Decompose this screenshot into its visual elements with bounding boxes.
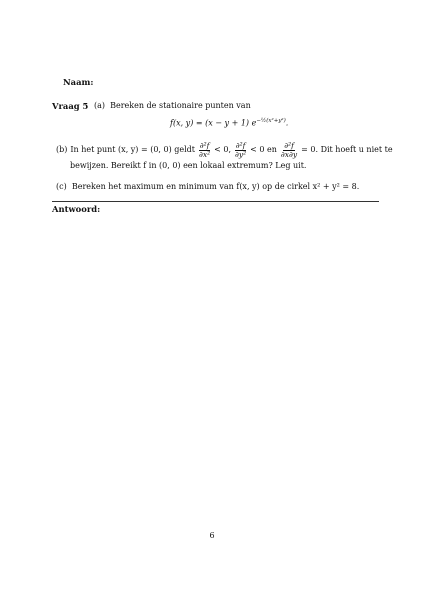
fraction-fxy-denominator: ∂x∂y bbox=[280, 149, 298, 159]
part-a-text: Bereken de stationaire punten van bbox=[110, 101, 251, 110]
formula-exponent: −½(x²+y²) bbox=[256, 118, 286, 124]
fraction-fyy-denominator: ∂y² bbox=[235, 149, 247, 159]
part-c-text: Bereken het maximum en minimum van f(x, y) op de cirkel x² + y² = 8. bbox=[71, 182, 360, 191]
name-label: Naam: bbox=[63, 77, 94, 87]
fraction-fxx-numerator: ∂²f bbox=[199, 141, 210, 150]
fraction-fyy bbox=[234, 142, 247, 159]
relation-3: = 0. Dit hoeft u niet te bbox=[301, 145, 393, 155]
formula-end: . bbox=[285, 118, 289, 128]
fraction-fxy bbox=[280, 142, 298, 159]
part-b-prefix: (b) bbox=[56, 145, 68, 155]
part-b bbox=[56, 141, 393, 171]
page-number: 6 bbox=[209, 531, 215, 540]
horizontal-rule bbox=[52, 201, 379, 202]
question-label: Vraag 5 bbox=[52, 101, 89, 111]
part-c-prefix: (c) bbox=[56, 182, 67, 191]
formula-base: f(x, y) = (x − y + 1) e bbox=[170, 118, 257, 128]
formula-f bbox=[170, 118, 288, 129]
relation-2: < 0 en bbox=[250, 145, 277, 155]
part-a-prefix: (a) bbox=[94, 101, 106, 110]
part-b-text-1: In het punt (x, y) = (0, 0) geldt bbox=[70, 145, 196, 155]
part-b-text-2: bewijzen. Bereikt f in (0, 0) een lokaal extremum? Leg uit. bbox=[70, 160, 307, 170]
part-b-line-1 bbox=[56, 141, 393, 159]
part-a bbox=[94, 101, 251, 111]
relation-1: < 0, bbox=[214, 145, 232, 155]
fraction-fxy-numerator: ∂²f bbox=[284, 141, 294, 150]
part-c bbox=[56, 182, 359, 192]
answer-label: Antwoord: bbox=[52, 204, 101, 214]
fraction-fyy-numerator: ∂²f bbox=[235, 141, 246, 150]
fraction-fxx bbox=[198, 142, 211, 159]
fraction-fxx-denominator: ∂x² bbox=[199, 149, 211, 159]
